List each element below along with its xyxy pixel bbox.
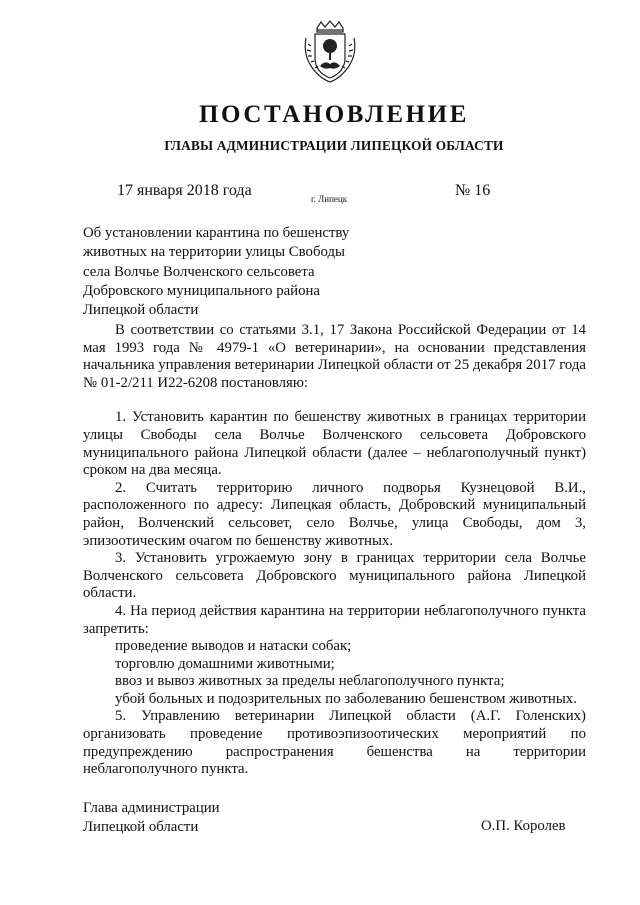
item-4-paragraph: 4. На период действия карантина на территории неблагополучного пункта запретить: bbox=[83, 602, 586, 637]
item-2-paragraph: 2. Считать территорию личного подворья Кузнецовой В.И., расположенного по адресу: Липецкая область, Добровский муниципальный район, Волченский сельсовет, село Волчье, улица Свободы, дом 3, эпизоотическим очагом по бешенству животных. bbox=[83, 479, 586, 549]
heading-line: Добровского муниципального района bbox=[83, 282, 320, 299]
preamble-paragraph: В соответствии со статьями 3.1, 17 Закона Российской Федерации от 14 мая 1993 года № 4979-1 «О ветеринарии», на основании представления начальника управления ветеринарии Липецкой области от 25 декабря 2017 года № 01-2/211 И22-6208 постановляю: bbox=[83, 322, 586, 391]
item-1-paragraph: 1. Установить карантин по бешенству животных в границах территории улицы Свободы села Волчье Волченского сельсовета Добровского муниципального района Липецкой области (далее – неблагополучный пункт) сроком на два месяца. bbox=[83, 409, 586, 479]
item-3-paragraph: 3. Установить угрожаемую зону в границах территории села Волчье Волченского сельсовета Добровского муниципального района Липецкой области. bbox=[83, 550, 586, 602]
item-5-paragraph: 5. Управлению ветеринарии Липецкой области (А.Г. Голенских) организовать проведение противоэпизоотических мероприятий по предупреждению распространения бешенства на территории неблагополучного пункта. bbox=[83, 708, 586, 778]
heading-line: Об установлении карантина по бешенству bbox=[83, 225, 350, 241]
document-subtitle: ГЛАВЫ АДМИНИСТРАЦИИ ЛИПЕЦКОЙ ОБЛАСТИ bbox=[164, 138, 504, 153]
document-date: 17 января 2018 года bbox=[117, 182, 252, 199]
document-body bbox=[83, 322, 586, 779]
document-number: № 16 bbox=[455, 182, 491, 199]
prohibition-item: торговлю домашними животными; bbox=[115, 655, 335, 672]
signature-position-line: Липецкой области bbox=[83, 819, 199, 835]
document-city: г. Липецк bbox=[311, 194, 348, 204]
heading-line: Липецкой области bbox=[83, 302, 199, 319]
prohibition-item: проведение выводов и натаски собак; bbox=[115, 638, 352, 655]
signatory-name: О.П. Королев bbox=[481, 818, 566, 834]
prohibition-item: ввоз и вывоз животных за пределы неблагополучного пункта; bbox=[115, 673, 505, 690]
signature-position bbox=[83, 799, 220, 837]
signature-position-line: Глава администрации bbox=[83, 800, 220, 816]
document-title: ПОСТАНОВЛЕНИЕ bbox=[198, 101, 470, 128]
prohibition-item: убой больных и подозрительных по заболеванию бешенством животных. bbox=[115, 690, 577, 707]
heading-line: села Волчье Волченского сельсовета bbox=[83, 263, 315, 280]
heading-line: животных на территории улицы Свободы bbox=[83, 244, 345, 261]
document-heading bbox=[83, 224, 383, 320]
lipetsk-coat-of-arms-icon bbox=[303, 20, 357, 84]
